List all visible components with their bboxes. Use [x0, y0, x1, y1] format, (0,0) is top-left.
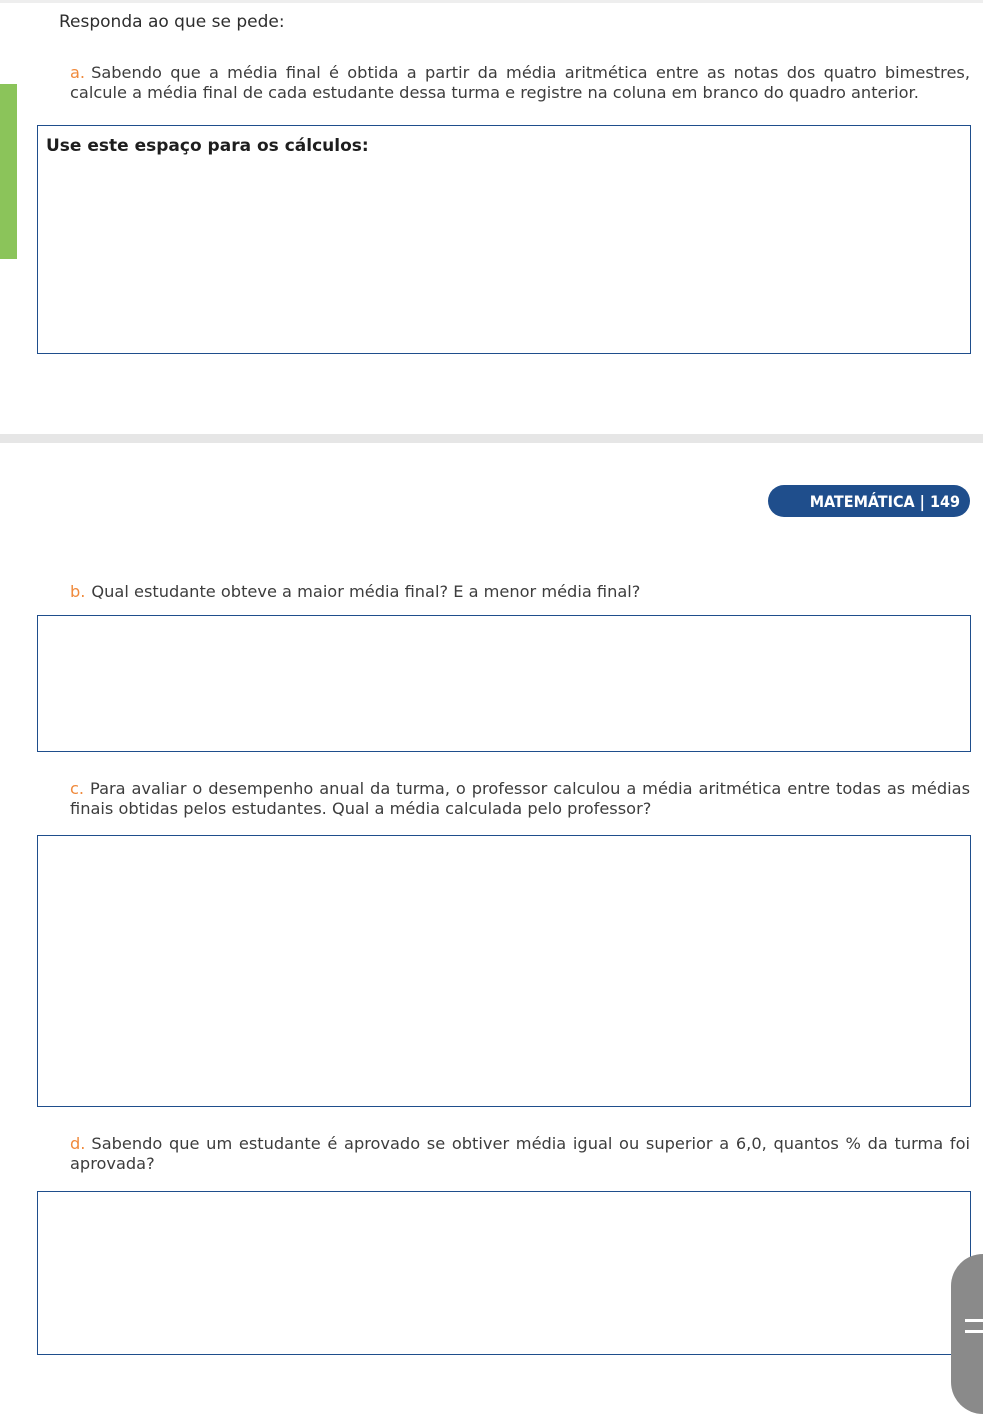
- question-b: [70, 582, 970, 602]
- question-b-text: Qual estudante obteve a maior média final? E a menor média final?: [91, 582, 641, 601]
- question-a-text: Sabendo que a média final é obtida a partir da média aritmética entre as notas dos quatro bimestres, calcule a média final de cada estudante dessa turma e registre na coluna em branco do quadro anterior.: [70, 63, 970, 102]
- question-a-letter: a.: [70, 63, 86, 82]
- question-d: [70, 1134, 970, 1174]
- top-border: [0, 0, 983, 3]
- question-b-letter: b.: [70, 582, 86, 601]
- question-c-text: Para avaliar o desempenho anual da turma, o professor calculou a média aritmética entre todas as médias finais obtidas pelos estudantes. Qual a média calculada pelo professor?: [70, 779, 970, 818]
- calculation-answer-box[interactable]: [37, 125, 971, 354]
- question-d-letter: d.: [70, 1134, 86, 1153]
- instructions-heading: Responda ao que se pede:: [59, 12, 285, 32]
- calculation-label: Use este espaço para os cálculos:: [46, 136, 369, 156]
- question-c: [70, 779, 970, 819]
- side-tab: [0, 84, 17, 259]
- answer-box-d[interactable]: [37, 1191, 971, 1355]
- question-d-text: Sabendo que um estudante é aprovado se obtiver média igual ou superior a 6,0, quantos % da turma foi aprovada?: [70, 1134, 970, 1173]
- answer-box-c[interactable]: [37, 835, 971, 1107]
- question-c-letter: c.: [70, 779, 85, 798]
- scroll-handle[interactable]: [951, 1254, 983, 1414]
- grip-line-icon: [965, 1319, 983, 1322]
- answer-box-b[interactable]: [37, 615, 971, 752]
- grip-line-icon: [965, 1330, 983, 1333]
- page-number-badge: MATEMÁTICA | 149: [768, 485, 970, 517]
- question-a: [70, 63, 970, 103]
- page-divider: [0, 434, 983, 443]
